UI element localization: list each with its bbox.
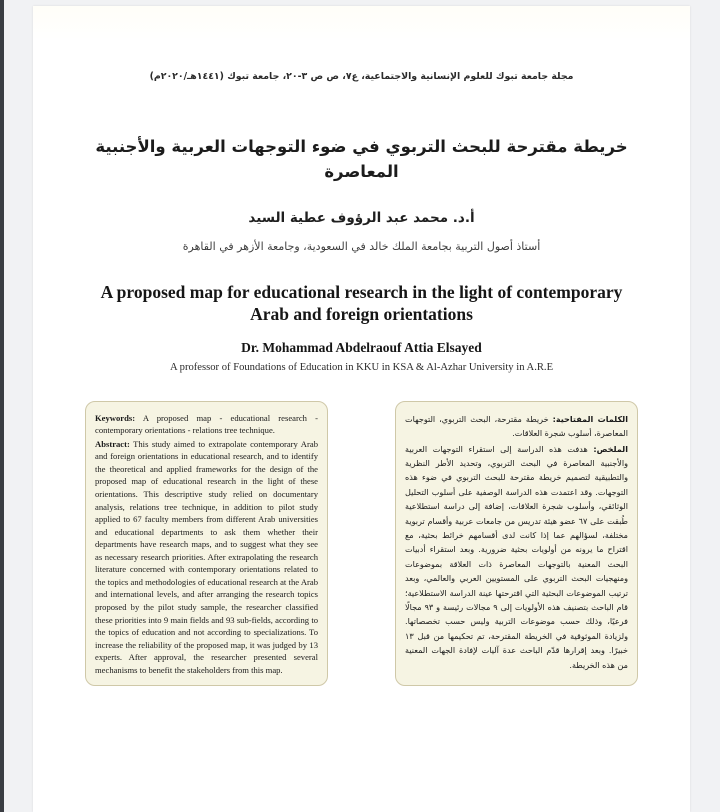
viewer-left-gutter (4, 0, 33, 812)
arabic-keywords-label: الكلمات المفتاحية: (552, 413, 628, 424)
english-title: A proposed map for educational research in the light of contemporary Arab and foreign orientations (100, 281, 623, 324)
arabic-abstract-text: هدفت هذه الدراسة إلى استقراء التوجهات العربية والأجنبية المعاصرة في البحث التربوي، وتحديد الأطر النظرية والتطبيقية لتصميم خريطة مقترحة للبحث التربوي في ضوء هذه التوجهات. وقد اعتمدت هذه الدراسة الوصفية على أسلوب التحليل الوثائقي، وأسلوب شجرة العلاقات، إضافة إلى دراسة استطلاعية طُبقت على ٦٧ عضو هيئة تدريس من جامعات عربية وأقسام تربوية مختلفة، لسؤالهم عما إذا كانت لدى أقسامهم خرائط بحثية، مع اقتراح ما يرونه من أولويات بحثية ضرورية. وبعد استقراء أدبيات البحث المعنية بالتوجهات المعاصرة ذات العلاقة بموضوعات ومنهجيات البحث التربوي على المستويين العربي والعالمي، وبعد ترتيب الموضوعات البحثية التي اقترحتها عينة الدراسة الاستطلاعية؛ قام الباحث بتصنيف هذه الأولويات إلى ٩ مجالات رئيسة و ٩٣ مجالًا فرعيًا، وذلك حسب موضوعات التربية وليس حسب تخصصاتها. ولزيادة الموثوقية في الخريطة المقترحة، تم تحكيمها من قبل ١٣ خبيرًا. وبعد إقرارها قدّم الباحث عدة آليات لإفادة الجهات المعنية من هذه الخريطة. (405, 443, 628, 670)
scanned-page (33, 6, 690, 812)
arabic-abstract-label: الملخص: (593, 443, 628, 454)
arabic-author: أ.د. محمد عبد الرؤوف عطية السيد (248, 209, 475, 226)
page-content (33, 70, 690, 686)
page-scan-tint (33, 6, 690, 40)
arabic-keywords-text: خريطة مقترحة، البحث التربوي، التوجهات المعاصرة، أسلوب شجرة العلاقات. (405, 413, 628, 439)
arabic-abstract (405, 442, 628, 673)
english-abstract-box (85, 401, 328, 686)
english-keywords (95, 412, 318, 437)
abstract-row (85, 401, 638, 686)
running-head: مجلة جامعة تبوك للعلوم الإنسانية والاجتماعية، ع٧، ص ص ٣-٢٠، جامعة تبوك (١٤٤١هـ/٢٠٢٠م) (149, 71, 574, 82)
english-abstract (95, 438, 318, 676)
arabic-keywords (405, 412, 628, 441)
english-author: Dr. Mohammad Abdelraouf Attia Elsayed (241, 339, 482, 355)
english-keywords-text: A proposed map - educational research - contemporary orientations - relations tree technique. (95, 412, 318, 436)
viewer-right-gutter (690, 0, 720, 812)
english-keywords-label: Keywords: (95, 412, 136, 423)
arabic-affiliation: أستاذ أصول التربية بجامعة الملك خالد في السعودية، وجامعة الأزهر في القاهرة (182, 239, 541, 253)
arabic-title: خريطة مقترحة للبحث التربوي في ضوء التوجهات العربية والأجنبية المعاصرة (95, 137, 628, 181)
english-abstract-text: This study aimed to extrapolate contemporary Arab and foreign orientations in educational research, and to identify the theoretical and applied frameworks for the design of the proposed map of educational research in the light of these orientations. This descriptive study relied on documentary analysis, relations tree technique, in addition to pilot study applied to 67 faculty members from different Arab universities and educational departments to ask them whether their departments have research maps, and to suggest what they see as necessary research priorities. After extrapolating the research literature concerned with contemporary orientations related to the topics and methodologies of educational research at the Arab and international levels, and after arranging the research topics proposed by the pilot study sample, the researcher classified these priorities into 9 main fields and 93 sub-fields, according to the topics of education and not according to specializations. To increase the reliability of the proposed map, it was judged by 13 experts. After approval, the researcher presented several mechanisms to benefit the stakeholders from this map. (95, 438, 318, 675)
english-abstract-label: Abstract: (95, 438, 130, 449)
english-affiliation: A professor of Foundations of Education in KKU in KSA & Al-Azhar University in A.R.E (169, 361, 554, 373)
arabic-abstract-box (395, 401, 638, 686)
